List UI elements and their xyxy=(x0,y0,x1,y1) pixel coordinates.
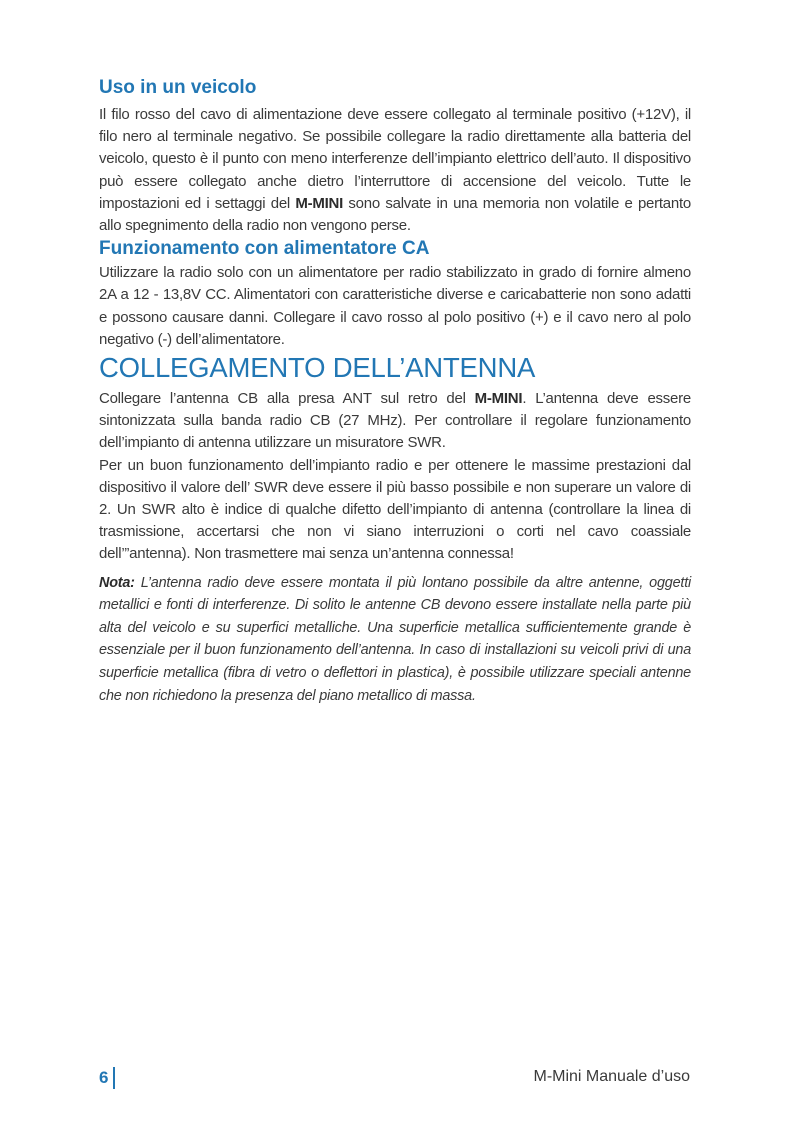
footer-title: M-Mini Manuale d’uso xyxy=(533,1068,690,1085)
section-title-alimentatore: Funzionamento con alimentatore CA xyxy=(99,238,430,260)
page-number: 6 xyxy=(99,1068,109,1087)
veicolo-text-1: Il filo rosso del cavo di alimentazione deve essere collegato al terminale positivo (+12V), il filo nero al terminale negativo. Se possibile collegare la radio direttamente alla batteria del veicolo, questo è il punto con meno interferenze dell’impianto elettrico dell’auto. Il dispositivo può essere collegato anche dietro l’interruttore di accensione del veicolo. Tutte le impostazioni ed i settaggi del xyxy=(99,106,691,212)
page-content xyxy=(99,76,691,707)
brand-name-bold: M-MINI xyxy=(295,194,344,212)
paragraph-antenna-1 xyxy=(99,388,691,455)
brand-name-bold: M-MINI xyxy=(474,390,523,408)
note-label: Nota: xyxy=(99,574,135,591)
veicolo-text-2: sono salvate in una memoria non volatile e pertanto allo spegnimento della radio non vengono perse. xyxy=(99,194,691,235)
paragraph-antenna-2: Per un buon funzionamento dell’impianto radio e per ottenere le massime prestazioni dal dispositivo il valore dell’ SWR deve essere il più basso possibile e non superare un valore di 2. Un SWR alto è indice di qualche difetto dell’impianto di antenna (controllare la linea di trasmissione, accertarsi che non vi siano interruzioni o corti nel cavo coassiale dell’”antenna). Non trasmettere mai senza un’antenna connessa! xyxy=(99,456,691,563)
paragraph-veicolo xyxy=(99,104,691,237)
note-text: L’antenna radio deve essere montata il più lontano possibile da altre antenne, oggetti metallici e fonti di interferenze. Di solito le antenne CB devono essere installate nella parte più alta del veicolo e su superfici metalliche. Una superficie metallica sufficientemente grande è essenziale per il buon funzionamento dell’antenna. In caso di installazioni su veicoli privi di una superficie metallica (fibra di vetro o deflettori in plastica), è possibile utilizzare speciali antenne che non richiedono la presenza del piano metallico di massa. xyxy=(99,574,691,704)
section-title-veicolo: Uso in un veicolo xyxy=(99,77,257,98)
footer-page-number xyxy=(99,1067,115,1089)
note-paragraph xyxy=(99,572,691,708)
antenna-text-2: . L’antenna deve essere sintonizzata sulla banda radio CB (27 MHz). Per controllare il regolare funzionamento dell’impianto di antenna utilizzare un misuratore SWR. xyxy=(99,390,691,452)
section-title-antenna: COLLEGAMENTO DELL’ANTENNA xyxy=(99,352,536,384)
footer-divider xyxy=(113,1067,115,1089)
paragraph-alimentatore: Utilizzare la radio solo con un alimentatore per radio stabilizzato in grado di fornire almeno 2A a 12 - 13,8V CC. Alimentatori con caratteristiche diverse e caricabatterie non sono adatti e possono causare danni. Collegare il cavo rosso al polo positivo (+) e il cavo nero al polo negativo (-) dell’alimentatore. xyxy=(99,264,691,348)
antenna-text-1: Collegare l’antenna CB alla presa ANT sul retro del xyxy=(99,390,475,408)
